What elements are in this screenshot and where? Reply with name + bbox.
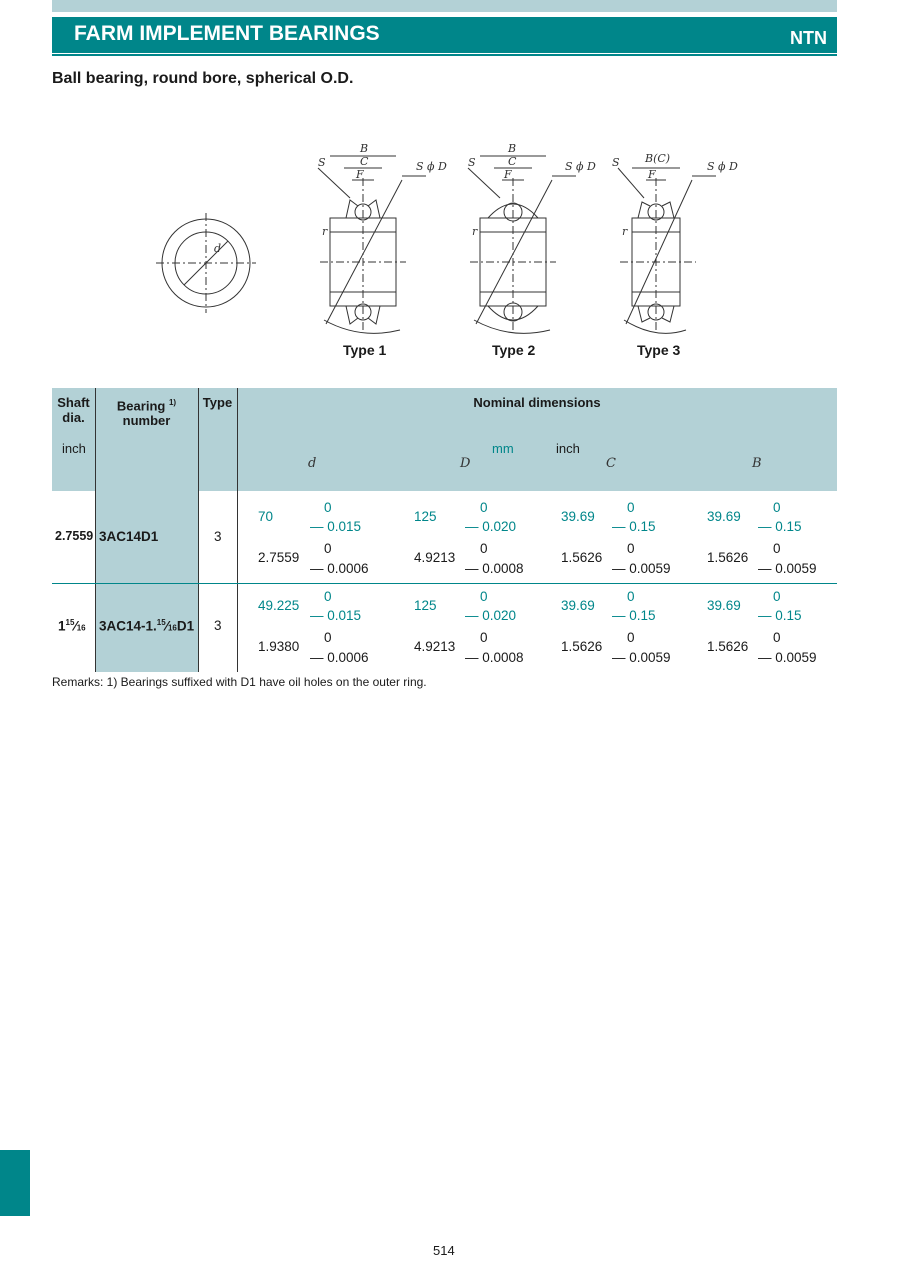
row2-bearing-pre: 3AC14-1.	[99, 618, 157, 634]
row1-D-in-lower: — 0.0008	[465, 561, 524, 576]
col-label-B: B	[752, 456, 762, 471]
type1-label: Type 1	[343, 342, 387, 358]
row1-D-in: 4.9213	[414, 550, 456, 565]
title-underline	[52, 54, 837, 56]
type1-drawing	[318, 156, 426, 333]
row2-D-in-upper: 0	[480, 630, 488, 645]
section-subtitle: Ball bearing, round bore, spherical O.D.	[52, 70, 354, 87]
type3-drawing	[618, 168, 716, 333]
row1-d-in-lower: — 0.0006	[310, 561, 369, 576]
bearing-column-bg	[95, 491, 198, 672]
t1-label-S: S	[318, 156, 326, 169]
type3-label: Type 3	[637, 342, 681, 358]
t2-label-B: B	[508, 142, 517, 155]
bore-label: d	[214, 242, 222, 255]
t1-label-B: B	[360, 142, 369, 155]
row1-B-in-upper: 0	[773, 541, 781, 556]
row1-shaft: 2.7559	[55, 529, 94, 543]
row2-bearing-num: 15	[156, 618, 166, 627]
t2-label-C: C	[508, 155, 517, 168]
row2-B-in-upper: 0	[773, 630, 781, 645]
row1-D-mm-lower: — 0.020	[465, 519, 517, 534]
row1-d-mm: 70	[258, 509, 274, 524]
row2-D-mm: 125	[414, 598, 437, 613]
row1-C-mm: 39.69	[561, 509, 595, 524]
header-shaft-line2: dia.	[62, 410, 85, 425]
row2-C-in-upper: 0	[627, 630, 635, 645]
row1-B-mm-lower: — 0.15	[758, 519, 802, 534]
row2-d-in-lower: — 0.0006	[310, 650, 369, 665]
brand-label: NTN	[790, 28, 827, 48]
row2-d-mm: 49.225	[258, 598, 300, 613]
row2-D-mm-upper: 0	[480, 589, 488, 604]
row2-bearing-post: D1	[176, 618, 195, 634]
title-bar	[52, 17, 837, 53]
row1-B-in-lower: — 0.0059	[758, 561, 817, 576]
header-shaft-line1: Shaft	[57, 395, 90, 410]
t1-label-C: C	[360, 155, 369, 168]
type2-label: Type 2	[492, 342, 536, 358]
t2-label-SD: S ϕ D	[565, 160, 596, 173]
col-divider	[237, 388, 238, 672]
header-bearing	[95, 395, 198, 428]
header-nominal: Nominal dimensions	[473, 395, 601, 410]
t3-label-r: r	[622, 225, 628, 238]
row2-C-in: 1.5626	[561, 639, 603, 654]
row2-D-in: 4.9213	[414, 639, 456, 654]
row1-C-mm-lower: — 0.15	[612, 519, 656, 534]
row2-D-in-lower: — 0.0008	[465, 650, 524, 665]
t2-label-F: F	[504, 168, 512, 181]
row2-d-in: 1.9380	[258, 639, 300, 654]
row1-type: 3	[214, 529, 222, 544]
t1-label-SD: S ϕ D	[416, 160, 447, 173]
col-label-d: d	[308, 456, 317, 471]
row2-C-mm: 39.69	[561, 598, 595, 613]
unit-mm: mm	[492, 441, 514, 456]
row1-C-in-lower: — 0.0059	[612, 561, 671, 576]
footnote-mark: 1)	[168, 398, 177, 407]
row2-d-in-upper: 0	[324, 630, 332, 645]
row2-B-in: 1.5626	[707, 639, 749, 654]
row1-D-mm-upper: 0	[480, 500, 488, 515]
bearing-diagrams	[140, 140, 740, 365]
t3-label-S: S	[612, 156, 620, 169]
row2-C-in-lower: — 0.0059	[612, 650, 671, 665]
row2-D-mm-lower: — 0.020	[465, 608, 517, 623]
row1-C-in: 1.5626	[561, 550, 603, 565]
page-number: 514	[433, 1243, 455, 1258]
header-bearing-line2: number	[122, 413, 171, 429]
t1-label-r: r	[322, 225, 328, 238]
t2-label-S: S	[468, 156, 476, 169]
col-divider	[198, 388, 199, 672]
remarks: Remarks: 1) Bearings suffixed with D1 have oil holes on the outer ring.	[52, 675, 427, 689]
t1-label-F: F	[356, 168, 364, 181]
side-tab	[0, 1150, 30, 1216]
row1-B-mm-upper: 0	[773, 500, 781, 515]
row2-d-mm-upper: 0	[324, 589, 332, 604]
row1-B-in: 1.5626	[707, 550, 749, 565]
row2-shaft-whole: 1	[58, 618, 66, 634]
t2-label-r: r	[472, 225, 478, 238]
row-divider	[52, 583, 837, 584]
row2-C-mm-upper: 0	[627, 589, 635, 604]
row2-bearing: 3AC14-1.15⁄16D1	[99, 618, 195, 634]
row1-B-mm: 39.69	[707, 509, 741, 524]
t3-label-BC: B(C)	[645, 152, 671, 165]
row2-B-mm-lower: — 0.15	[758, 608, 802, 623]
page-title: FARM IMPLEMENT BEARINGS	[74, 22, 380, 45]
row2-shaft-den: 16	[76, 623, 86, 633]
col-label-D: D	[460, 456, 471, 471]
type2-drawing	[468, 156, 576, 333]
row2-B-mm-upper: 0	[773, 589, 781, 604]
t3-label-F: F	[648, 168, 656, 181]
row1-d-mm-lower: — 0.015	[310, 519, 362, 534]
row2-d-mm-lower: — 0.015	[310, 608, 362, 623]
row1-C-in-upper: 0	[627, 541, 635, 556]
row2-bearing-den: 16	[167, 623, 177, 633]
row2-B-in-lower: — 0.0059	[758, 650, 817, 665]
t3-label-SD: S ϕ D	[707, 160, 738, 173]
unit-inch: inch	[556, 441, 580, 456]
col-divider	[95, 388, 96, 672]
row2-shaft: $1^{15}⁄16$	[58, 618, 86, 634]
row1-D-in-upper: 0	[480, 541, 488, 556]
header-shaft	[52, 395, 95, 425]
front-view-drawing	[156, 213, 256, 313]
row1-D-mm: 125	[414, 509, 437, 524]
row1-C-mm-upper: 0	[627, 500, 635, 515]
row2-B-mm: 39.69	[707, 598, 741, 613]
row2-C-mm-lower: — 0.15	[612, 608, 656, 623]
row1-d-in: 2.7559	[258, 550, 300, 565]
top-strip	[52, 0, 837, 12]
row1-d-mm-upper: 0	[324, 500, 332, 515]
row2-type: 3	[214, 618, 222, 633]
header-type: Type	[202, 395, 233, 410]
row1-bearing: 3AC14D1	[99, 529, 159, 544]
row2-shaft-num: 15	[65, 618, 75, 627]
unit-inch-shaft: inch	[62, 441, 86, 456]
col-label-C: C	[606, 456, 616, 471]
row1-d-in-upper: 0	[324, 541, 332, 556]
header-bearing-line1: Bearing	[116, 398, 166, 414]
